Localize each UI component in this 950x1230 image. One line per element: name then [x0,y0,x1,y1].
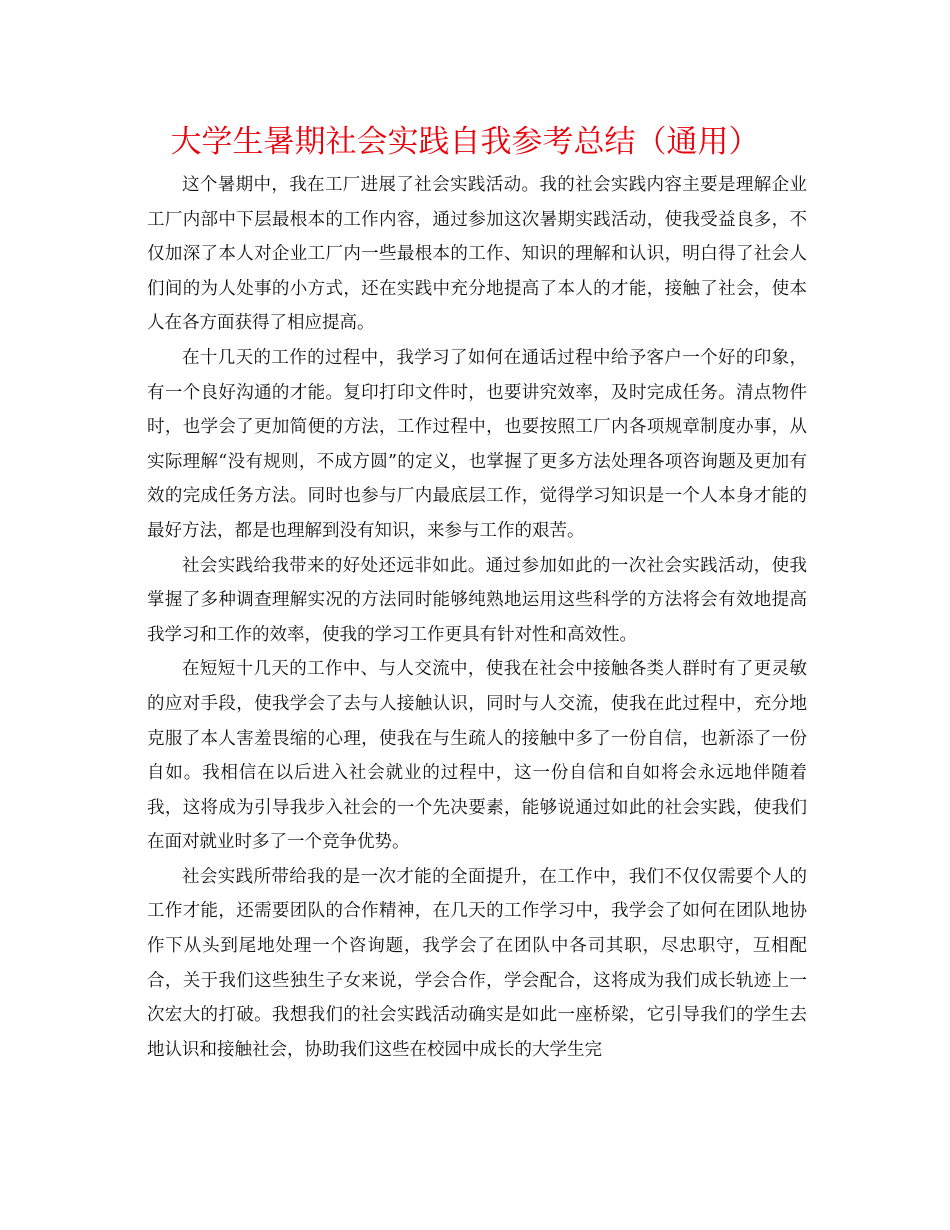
document-title: 大学生暑期社会实践自我参考总结（通用） [170,124,760,160]
paragraph-2: 在十几天的工作的过程中，我学习了如何在通话过程中给予客户一个好的印象，有一个良好沟通的才能。复印打印文件时，也要讲究效率，及时完成任务。清点物件时，也学会了更加简便的方法，工作过程中，也要按照工厂内各项规章制度办事，从实际理解“没有规则，不成方圆”的定义，也掌握了更多方法处理各项咨询题及更加有效的完成任务方法。同时也参与厂内最底层工作，觉得学习知识是一个人本身才能的最好方法，都是也理解到没有知识，来参与工作的艰苦。 [147,347,807,541]
document-body [147,168,807,1067]
paragraph-3: 社会实践给我带来的好处还远非如此。通过参加如此的一次社会实践活动，使我掌握了多种调查理解实况的方法同时能够纯熟地运用这些科学的方法将会有效地提高我学习和工作的效率，使我的学习工作更具有针对性和高效性。 [147,555,807,645]
paragraph-1: 这个暑期中，我在工厂进展了社会实践活动。我的社会实践内容主要是理解企业工厂内部中下层最根本的工作内容，通过参加这次暑期实践活动，使我受益良多，不仅加深了本人对企业工厂内一些最根本的工作、知识的理解和认识，明白得了社会人们间的为人处事的小方式，还在实践中充分地提高了本人的才能，接触了社会，使本人在各方面获得了相应提高。 [147,175,807,334]
paragraph-5: 社会实践所带给我的是一次才能的全面提升，在工作中，我们不仅仅需要个人的工作才能，还需要团队的合作精神，在几天的工作学习中，我学会了如何在团队地协作下从头到尾地处理一个咨询题，我学会了在团队中各司其职，尽忠职守，互相配合，关于我们这些独生子女来说，学会合作，学会配合，这将成为我们成长轨迹上一次宏大的打破。我想我们的社会实践活动确实是如此一座桥梁，它引导我们的学生去地认识和接触社会，协助我们这些在校园中成长的大学生完 [147,866,807,1060]
paragraph-4: 在短短十几天的工作中、与人交流中，使我在社会中接触各类人群时有了更灵敏的应对手段，使我学会了去与人接触认识，同时与人交流，使我在此过程中，充分地克服了本人害羞畏缩的心理，使我在与生疏人的接触中多了一份自信，也新添了一份自如。我相信在以后进入社会就业的过程中，这一份自信和自如将会永远地伴随着我，这将成为引导我步入社会的一个先决要素，能够说通过如此的社会实践，使我们在面对就业时多了一个竞争优势。 [147,659,807,853]
